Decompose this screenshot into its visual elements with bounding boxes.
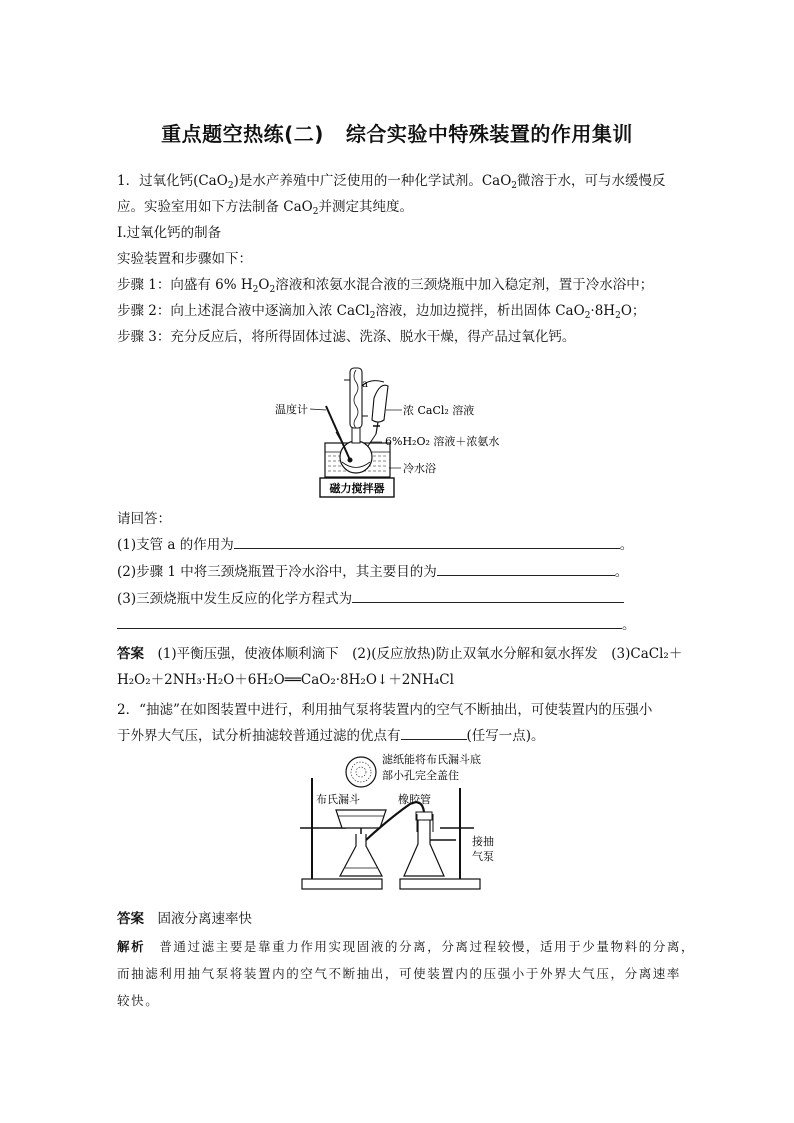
answer-blank-3b[interactable]: [117, 616, 622, 629]
q2-explain-line2: 而抽滤利用抽气泵将装置内的空气不断抽出，可使装置内的压强小于外界大气压，分离速率: [117, 966, 682, 981]
title-part2: 综合实验中特殊装置的作用集训: [345, 122, 633, 146]
q1-step2: 步骤 2：向上述混合液中逐滴加入浓 CaCl$_2$溶液，边加边搅拌，析出固体 $CaO_2\cdot 8H_2O$；: [117, 303, 646, 321]
title-part1: 重点题空热练(二): [161, 122, 324, 146]
mixture-label: 6%H₂O₂ 溶液＋浓氨水: [385, 435, 500, 448]
q2-line1: 2．“抽滤”在如图装置中进行，利用抽气泵将装置内的空气不断抽出，可使装置内的压强小: [117, 702, 653, 718]
q1-answer-line1: 答案 (1)平衡压强，使液体顺利滴下 (2)(反应放热)防止双氧水分解和氨水挥发 (3)CaCl₂＋: [117, 646, 683, 662]
answer-blank-q2[interactable]: [401, 727, 467, 740]
q1-step1: 步骤 1：向盛有 6% $H_2O_2$溶液和浓氨水混合液的三颈烧瓶中加入稳定剂，置于冷水浴中；: [117, 277, 654, 295]
q1-section-heading: Ⅰ.过氧化钙的制备: [117, 225, 222, 241]
answer-blank-1[interactable]: [234, 536, 620, 549]
q1-sub3: (3)三颈烧瓶中发生反应的化学方程式为: [117, 590, 624, 608]
figure-suction-filtration: [290, 748, 510, 898]
q2-line2: 于外界大气压，试分析抽滤较普通过滤的优点有 (任写一点)。: [117, 728, 545, 744]
condenser: [350, 368, 362, 428]
stirrer-label: 磁力搅拌器: [329, 482, 385, 495]
note-line2: 部小孔完全盖住: [382, 769, 459, 782]
dropping-funnel: [372, 385, 388, 422]
q1-sub2: (2)步骤 1 中将三颈烧瓶置于冷水浴中，其主要目的为 。: [117, 564, 629, 580]
answer-blank-3a[interactable]: [352, 590, 624, 603]
q1-intro-line1: 1．过氧化钙(CaO$_2$)是水产养殖中广泛使用的一种化学试剂。CaO$_2$微溶于水，可与水缓慢反: [117, 173, 666, 191]
q1-step3: 步骤 3：充分反应后，将所得固体过滤、洗涤、脱水干燥，得产品过氧化钙。: [117, 329, 576, 345]
answer-blank-2[interactable]: [437, 563, 615, 576]
cacl2-label: 浓 CaCl₂ 溶液: [403, 404, 475, 417]
q1-intro-line2: 应。实验室用如下方法制备 CaO$_2$并测定其纯度。: [117, 199, 413, 217]
q1-steps-label: 实验装置和步骤如下：: [117, 251, 252, 267]
buchner-label: 布氏漏斗: [316, 793, 360, 806]
q1-sub3-continued: 。: [117, 616, 636, 634]
page-title: [0, 118, 794, 147]
figure-three-neck-flask: [270, 360, 530, 505]
q1-ask: 请回答：: [117, 511, 171, 527]
filter-paper-detail: [346, 757, 376, 787]
q1-sub1: (1)支管 a 的作用为 。: [117, 537, 634, 553]
bath-label: 冷水浴: [403, 462, 436, 475]
pump-label2: 气泵: [472, 850, 494, 863]
branch-label: a: [362, 379, 368, 390]
three-neck-flask: [340, 441, 372, 473]
q2-explain-line1: 解析 普通过滤主要是靠重力作用实现固液的分离，分离过程较慢，适用于少量物料的分离，: [117, 939, 696, 954]
pump-label1: 接抽: [472, 835, 494, 848]
left-flask: [340, 834, 382, 876]
tube-label: 橡胶管: [398, 793, 431, 806]
right-flask: [404, 818, 444, 876]
buchner-funnel: [336, 810, 386, 828]
thermometer-label: 温度计: [275, 403, 308, 416]
q1-answer-line2: H₂O₂＋2NH₃·H₂O＋6H₂O══CaO₂·8H₂O↓＋2NH₄Cl: [117, 672, 454, 688]
note-line1: 滤纸能将布氏漏斗底: [382, 753, 481, 766]
q2-answer: 答案 固液分离速率快: [117, 911, 252, 927]
q2-explain-line3: 较快。: [117, 993, 160, 1008]
